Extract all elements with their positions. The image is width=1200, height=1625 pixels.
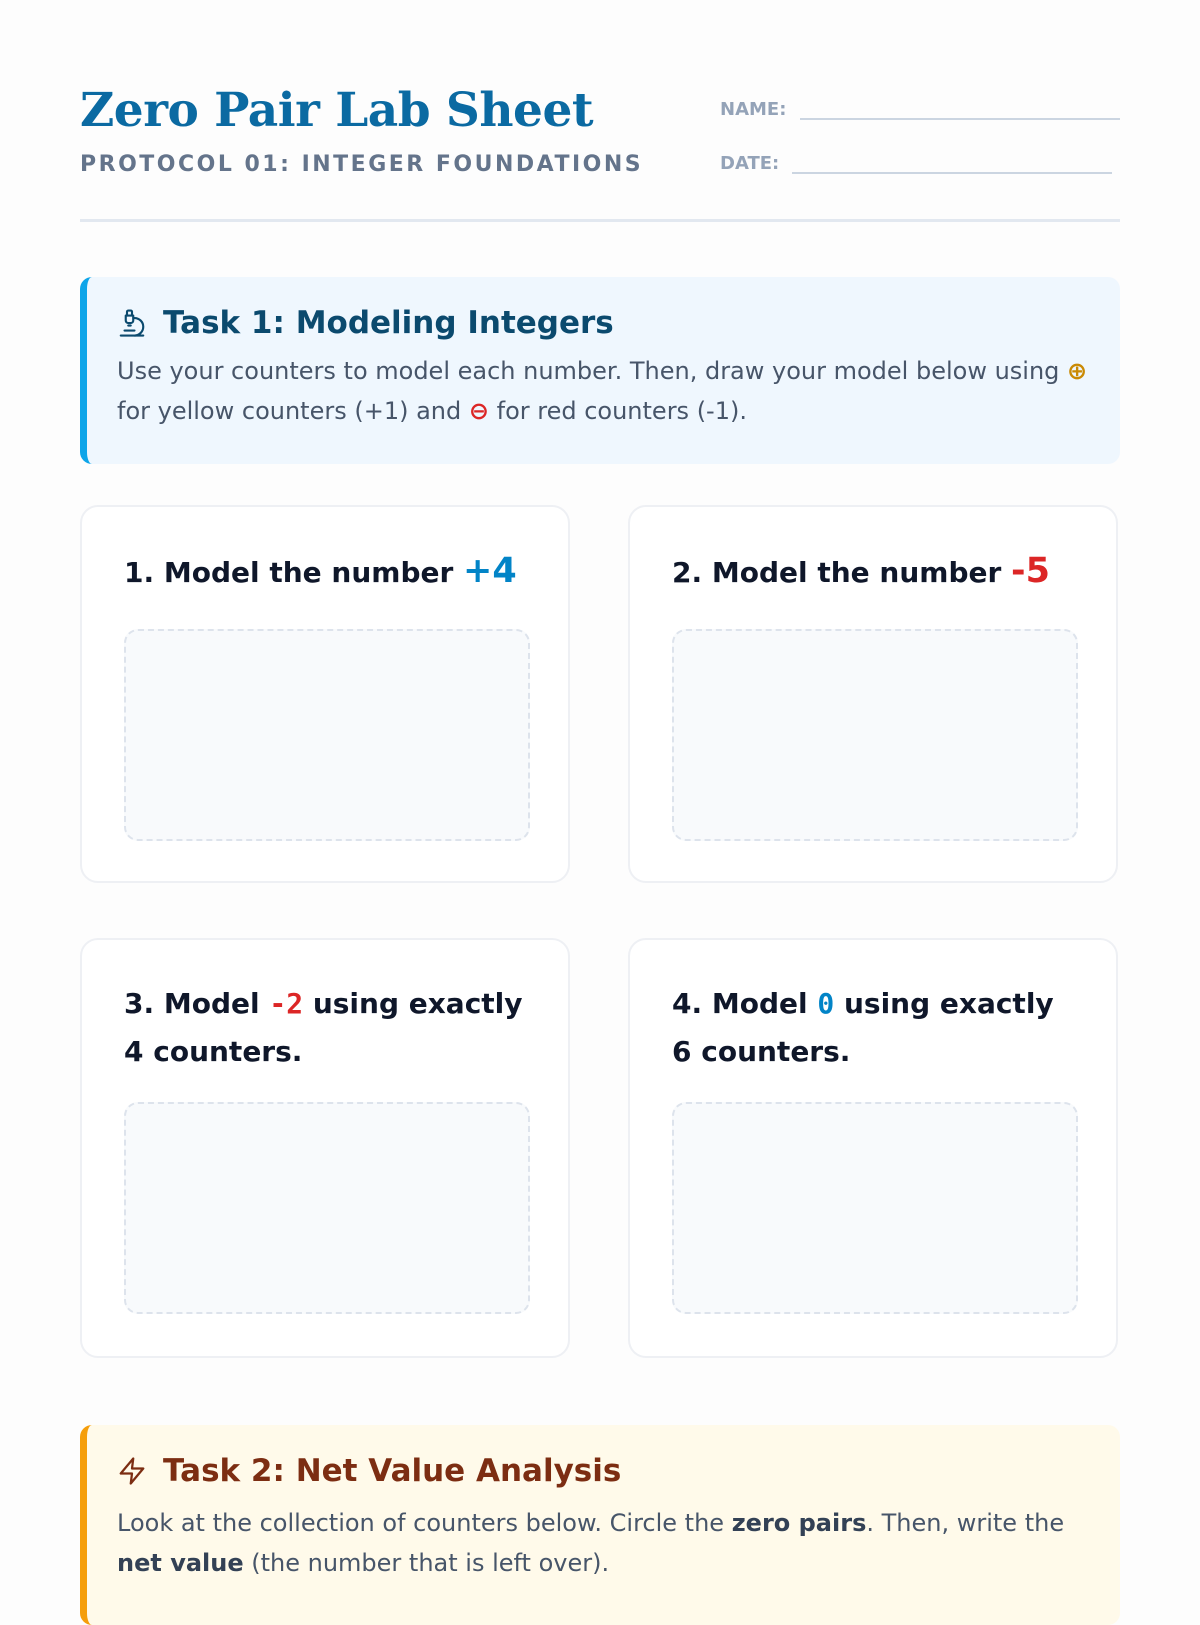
microscope-icon [117, 308, 147, 338]
yellow-counter-symbol: ⊕ [1067, 357, 1088, 385]
task1-text-a: Use your counters to model each number. Then, draw your model below using [117, 357, 1068, 385]
question-3-suffix: using exactly 4 counters. [124, 987, 523, 1068]
question-2-prompt [672, 547, 1074, 597]
page-title: Zero Pair Lab Sheet [80, 83, 594, 138]
red-counter-symbol: ⊖ [468, 397, 489, 425]
title-block [80, 80, 643, 177]
question-2-value: -5 [1011, 551, 1050, 591]
question-4-value: 0 [817, 987, 835, 1020]
task1-instructions [117, 351, 1090, 431]
question-1-prompt [124, 547, 526, 597]
task2-banner [80, 1425, 1120, 1625]
question-4-text: 4. Model [672, 987, 818, 1020]
question-card-2 [628, 505, 1118, 883]
task1-text-b: for yellow counters (+1) and [117, 397, 469, 425]
task2-heading [117, 1453, 1090, 1489]
name-field[interactable] [800, 88, 1120, 120]
question-1-text: 1. Model the number [124, 556, 464, 589]
task2-title: Task 2: Net Value Analysis [163, 1453, 622, 1489]
question-1-value: +4 [463, 551, 517, 591]
question-card-4 [628, 938, 1118, 1358]
task1-title: Task 1: Modeling Integers [163, 305, 614, 341]
task1-heading [117, 305, 1090, 341]
date-label: DATE: [720, 153, 780, 174]
name-label: NAME: [720, 99, 787, 120]
date-field[interactable] [792, 142, 1112, 174]
lightning-icon [117, 1456, 147, 1486]
question-3-value: -2 [269, 987, 304, 1020]
task2-instructions [117, 1503, 1090, 1583]
question-3-drawing-area[interactable] [124, 1102, 530, 1314]
date-field-row [720, 142, 1120, 174]
student-info-fields [720, 80, 1120, 196]
question-3-prompt [124, 980, 526, 1076]
question-4-prompt [672, 980, 1074, 1076]
task2-text-b: . Then, write the [866, 1509, 1065, 1537]
question-4-suffix: using exactly 6 counters. [672, 987, 1054, 1068]
sheet-header [80, 80, 1120, 222]
question-card-1 [80, 505, 570, 883]
task2-text-c: (the number that is left over). [243, 1549, 610, 1577]
task1-banner [80, 277, 1120, 464]
question-2-text: 2. Model the number [672, 556, 1012, 589]
name-field-row [720, 88, 1120, 120]
question-3-text: 3. Model [124, 987, 270, 1020]
page-subtitle: PROTOCOL 01: INTEGER FOUNDATIONS [80, 152, 644, 177]
task1-text-c: for red counters (-1). [488, 397, 747, 425]
task2-text-a: Look at the collection of counters below. Circle the [117, 1509, 732, 1537]
question-1-drawing-area[interactable] [124, 629, 530, 841]
task2-bold-net-value: net value [117, 1549, 244, 1577]
question-4-drawing-area[interactable] [672, 1102, 1078, 1314]
question-2-drawing-area[interactable] [672, 629, 1078, 841]
task2-bold-zero-pairs: zero pairs [731, 1509, 867, 1537]
question-card-3 [80, 938, 570, 1358]
